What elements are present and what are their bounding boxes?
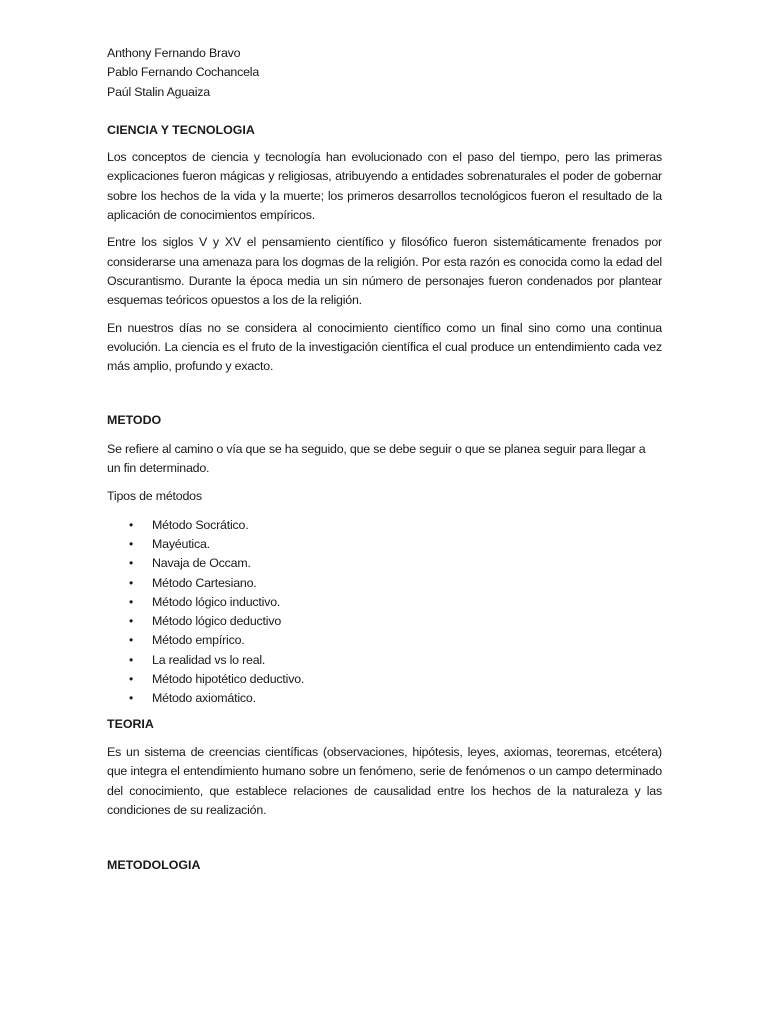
author-list [107, 44, 662, 102]
list-item [107, 612, 662, 631]
list-item-text: Método lógico inductivo. [152, 594, 281, 609]
list-item-text: Método hipotético deductivo. [152, 672, 305, 687]
list-item [107, 554, 662, 573]
paragraph: Entre los siglos V y XV el pensamiento científico y filosófico fueron sistemáticamente frenados por considerarse una amenaza para los dogmas de la religión. Por esta razón es conocida como la edad del Oscurantismo. Durante la época media un sin número de personajes fueron condenados por plantear esquemas teóricos opuestos a los de la religión. [107, 235, 662, 308]
list-item-text: Método axiomático. [152, 691, 256, 706]
section-title-metodologia: METODOLOGIA [107, 858, 201, 873]
methods-list [107, 516, 662, 709]
list-item [107, 535, 662, 554]
bullet-icon: • [129, 556, 134, 571]
bullet-icon: • [129, 691, 134, 706]
bullet-icon: • [129, 594, 134, 609]
author-name: Anthony Fernando Bravo [107, 46, 241, 60]
author-name: Paúl Stalin Aguaiza [107, 84, 210, 99]
list-item [107, 593, 662, 612]
paragraph: Es un sistema de creencias científicas (observaciones, hipótesis, leyes, axiomas, teoremas, etcétera) que integra el entendimiento humano sobre un fenómeno, serie de fenómenos o un campo determinado del conocimiento, que establece relaciones de causalidad entre los hechos de la naturaleza y las condiciones de su realización. [107, 744, 662, 817]
list-item-text: Método Socrático. [152, 517, 249, 532]
list-item [107, 631, 662, 650]
paragraph: Los conceptos de ciencia y tecnología han evolucionado con el paso del tiempo, pero las primeras explicaciones fueron mágicas y religiosas, atribuyendo a entidades sobrenaturales el poder de gobernar sobre los hechos de la vida y la muerte; los primeros desarrollos tecnológicos fueron el resultado de la aplicación de conocimientos empíricos. [107, 150, 662, 223]
list-item-text: Método empírico. [152, 633, 245, 648]
document-page [107, 44, 662, 875]
bullet-icon: • [129, 672, 134, 687]
bullet-icon: • [129, 614, 134, 629]
paragraph: Se refiere al camino o vía que se ha seguido, que se debe seguir o que se planea seguir para llegar a un fin determinado. [107, 441, 646, 476]
bullet-icon: • [129, 536, 134, 551]
bullet-icon: • [129, 517, 134, 532]
author-name: Pablo Fernando Cochancela [107, 65, 260, 80]
list-item [107, 689, 662, 708]
list-item-text: Mayéutica. [152, 536, 210, 551]
section-title-teoria: TEORIA [107, 716, 154, 731]
list-item [107, 516, 662, 535]
section-title-metodo: METODO [107, 413, 162, 428]
list-item-text: Navaja de Occam. [152, 556, 251, 571]
list-item-text: Método Cartesiano. [152, 575, 257, 590]
bullet-icon: • [129, 633, 134, 648]
paragraph: En nuestros días no se considera al conocimiento científico como un final sino como una continua evolución. La ciencia es el fruto de la investigación científica el cual produce un entendimiento cada vez más amplio, profundo y exacto. [107, 320, 662, 374]
list-item [107, 651, 662, 670]
list-item [107, 670, 662, 689]
list-item-text: La realidad vs lo real. [152, 652, 266, 667]
bullet-icon: • [129, 652, 134, 667]
section-title-ciencia: CIENCIA Y TECNOLOGIA [107, 122, 255, 137]
bullet-icon: • [129, 575, 134, 590]
list-item-text: Método lógico deductivo [152, 614, 282, 629]
list-item [107, 574, 662, 593]
methods-label: Tipos de métodos [107, 489, 202, 504]
